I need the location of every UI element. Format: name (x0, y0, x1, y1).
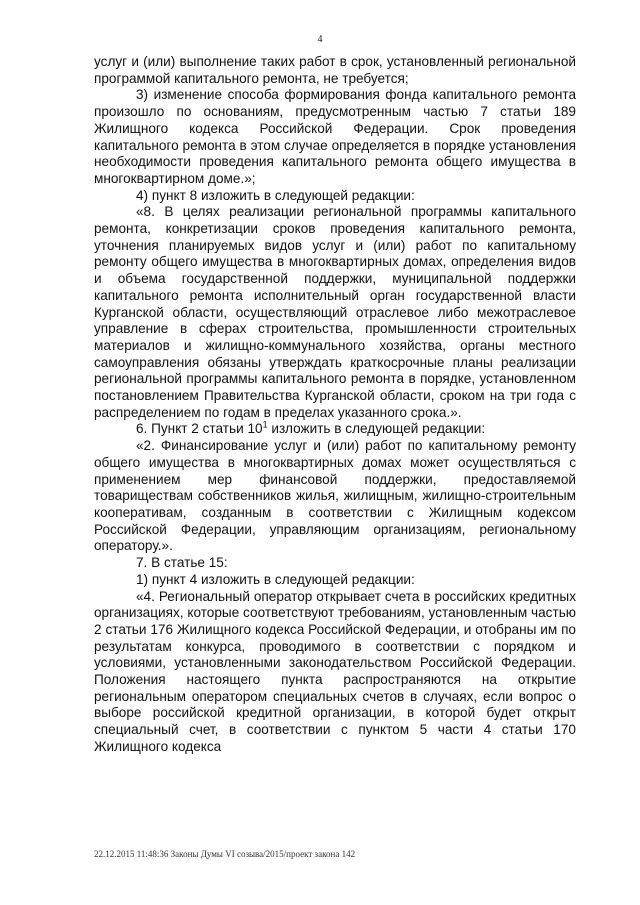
paragraph: услуг и (или) выполнение таких работ в срок, установленный региональной программой капитального ремонта, не требуется; (94, 54, 576, 86)
paragraph: 1) пункт 4 изложить в следующей редакции: (136, 571, 415, 587)
paragraph: «2. Финансирование услуг и (или) работ по капитальному ремонту общего имущества в многоквартирных домах может осуществляться с применением мер финансовой поддержки, предоставляемой товариществам собственников жилья, жилищным, жилищно-строительным кооперативам, созданным в соответствии с Жилищным кодексом Российской Федерации, управляющим организациям, региональному оператору.». (94, 438, 576, 554)
paragraph: 3) изменение способа формирования фонда капитального ремонта произошло по основаниям, предусмотренным частью 7 статьи 189 Жилищного кодекса Российской Федерации. Срок проведения капитального ремонта в этом случае определяется в порядке установления необходимости проведения капитального ремонта общего имущества в многоквартирном доме.»; (94, 87, 576, 186)
paragraph-text: 6. Пункт 2 статьи 10 (136, 421, 263, 437)
paragraph: 7. В статье 15: (136, 555, 228, 571)
paragraph: 4) пункт 8 изложить в следующей редакции: (136, 187, 415, 203)
paragraph (94, 421, 576, 438)
paragraph-text: изложить в следующей редакции: (267, 421, 486, 437)
document-footer: 22.12.2015 11:48:36 Законы Думы VI созыва/2015/проект закона 142 (94, 849, 356, 859)
superscript: 1 (262, 419, 268, 430)
paragraph: «4. Региональный оператор открывает счета в российских кредитных организациях, которые соответствуют требованиям, установленным частью 2 статьи 176 Жилищного кодекса Российской Федерации, и отобраны им по результатам конкурса, проводимого в соответствии с порядком и условиями, установленными законодательством Российской Федерации. Положения настоящего пункта распространяются на открытие региональным оператором специальных счетов в случаях, если вопрос о выборе российской кредитной организации, в которой будет открыт специальный счет, в соответствии с пунктом 5 части 4 статьи 170 Жилищного кодекса (94, 588, 576, 754)
document-body (94, 54, 576, 756)
paragraph: «8. В целях реализации региональной программы капитального ремонта, конкретизации сроков проведения капитального ремонта, уточнения планируемых видов услуг и (или) работ по капитальному ремонту общего имущества в многоквартирных домах, определения видов и объема государственной поддержки, муниципальной поддержки капитального ремонта исполнительный орган государственной власти Курганской области, осуществляющий отраслевое либо межотраслевое управление в сферах строительства, промышленности строительных материалов и жилищно-коммунального хозяйства, органы местного самоуправления обязаны утверждать краткосрочные планы реализации региональной программы капитального ремонта в порядке, установленном постановлением Правительства Курганской области, сроком на три года с распределением по годам в пределах указанного срока.». (94, 204, 576, 420)
page-number: 4 (317, 34, 323, 45)
